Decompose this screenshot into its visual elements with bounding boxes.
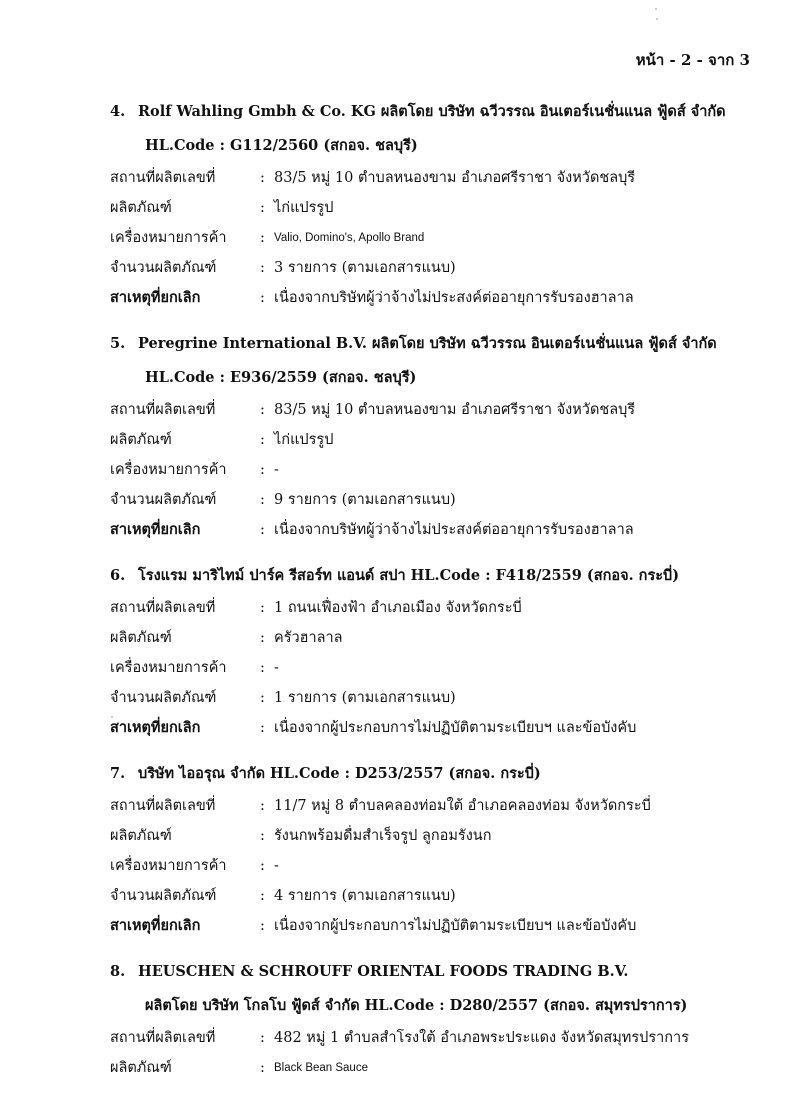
entry-number: 4. (110, 103, 126, 120)
scan-speck (656, 18, 658, 20)
colon: : (260, 432, 265, 448)
location-value: 83/5 หมู่ 10 ตำบลหนองขาม อำเภอศรีราชา จังหวัดชลบุรี (274, 402, 636, 418)
reason-value: เนื่องจากผู้ประกอบการไม่ปฏิบัติตามระเบียบฯ และข้อบังคับ (274, 720, 637, 736)
location-value: 83/5 หมู่ 10 ตำบลหนองขาม อำเภอศรีราชา จังหวัดชลบุรี (274, 170, 636, 186)
location-row (110, 791, 770, 821)
quantity-label: จำนวนผลิตภัณฑ์ (110, 888, 217, 904)
location-value: 482 หมู่ 1 ตำบลสำโรงใต้ อำเภอพระประแดง จังหวัดสมุทรปราการ (274, 1030, 689, 1046)
quantity-row (110, 253, 770, 283)
trademark-value: - (274, 858, 279, 874)
colon: : (260, 492, 265, 508)
quantity-label: จำนวนผลิตภัณฑ์ (110, 492, 217, 508)
trademark-label: เครื่องหมายการค้า (110, 230, 227, 246)
product-value: รังนกพร้อมดื่มสำเร็จรูป ลูกอมรังนก (274, 828, 492, 844)
location-label: สถานที่ผลิตเลขที่ (110, 170, 216, 186)
scan-speck (655, 8, 657, 10)
product-label: ผลิตภัณฑ์ (110, 1060, 172, 1076)
trademark-row (110, 653, 770, 683)
reason-row (110, 515, 770, 545)
entry-subtitle: HL.Code : E936/2559 (สกอจ. ชลบุรี) (145, 369, 417, 386)
location-row (110, 395, 770, 425)
quantity-label: จำนวนผลิตภัณฑ์ (110, 260, 217, 276)
colon: : (260, 828, 265, 844)
entry-title: โรงแรม มาริไทม์ ปาร์ค รีสอร์ท แอนด์ สปา HL.Code : F418/2559 (สกอจ. กระบี่) (138, 567, 680, 584)
entry-5 (110, 327, 770, 545)
location-value: 1 ถนนเฟื่องฟ้า อำเภอเมือง จังหวัดกระบี่ (274, 600, 522, 616)
colon: : (260, 690, 265, 706)
product-row (110, 425, 770, 455)
colon: : (260, 798, 265, 814)
location-label: สถานที่ผลิตเลขที่ (110, 402, 216, 418)
colon: : (260, 720, 265, 736)
reason-row (110, 911, 770, 941)
quantity-row (110, 683, 770, 713)
trademark-label: เครื่องหมายการค้า (110, 858, 227, 874)
entry-title: Peregrine International B.V. ผลิตโดย บริษัท ฉวีวรรณ อินเตอร์เนชั่นแนล ฟู้ดส์ จำกัด (138, 335, 717, 352)
product-value: Black Bean Sauce (274, 1062, 368, 1074)
colon: : (260, 660, 265, 676)
product-row (110, 1053, 770, 1083)
product-value: ครัวฮาลาล (274, 630, 343, 646)
location-label: สถานที่ผลิตเลขที่ (110, 1030, 216, 1046)
reason-label: สาเหตุที่ยกเลิก (110, 917, 201, 934)
colon: : (260, 600, 265, 616)
document-body (110, 95, 770, 1097)
quantity-row (110, 485, 770, 515)
product-row (110, 821, 770, 851)
entry-subtitle: ผลิตโดย บริษัท โกลโบ ฟู้ดส์ จำกัด HL.Code : D280/2557 (สกอจ. สมุทรปราการ) (145, 997, 688, 1014)
location-value: 11/7 หมู่ 8 ตำบลคลองท่อมใต้ อำเภอคลองท่อม จังหวัดกระบี่ (274, 798, 651, 814)
quantity-label: จำนวนผลิตภัณฑ์ (110, 690, 217, 706)
colon: : (260, 858, 265, 874)
entry-heading (110, 95, 770, 129)
colon: : (260, 888, 265, 904)
product-value: ไก่แปรรูป (274, 200, 334, 216)
reason-label: สาเหตุที่ยกเลิก (110, 289, 201, 306)
location-label: สถานที่ผลิตเลขที่ (110, 600, 216, 616)
location-row (110, 593, 770, 623)
reason-label: สาเหตุที่ยกเลิก (110, 719, 201, 736)
entry-number: 7. (110, 765, 126, 782)
colon: : (260, 522, 265, 538)
colon: : (260, 170, 265, 186)
entry-8 (110, 955, 770, 1083)
entry-7 (110, 757, 770, 941)
trademark-row (110, 455, 770, 485)
entry-heading (110, 559, 770, 593)
reason-row (110, 713, 770, 743)
colon: : (260, 630, 265, 646)
location-row (110, 163, 770, 193)
entry-4 (110, 95, 770, 313)
colon: : (260, 290, 265, 306)
location-label: สถานที่ผลิตเลขที่ (110, 798, 216, 814)
reason-label: สาเหตุที่ยกเลิก (110, 521, 201, 538)
entry-number: 6. (110, 567, 126, 584)
entry-6 (110, 559, 770, 743)
entry-number: 5. (110, 335, 126, 352)
quantity-row (110, 881, 770, 911)
quantity-value: 4 รายการ (ตามเอกสารแนบ) (274, 888, 456, 904)
product-label: ผลิตภัณฑ์ (110, 828, 172, 844)
entry-title: บริษัท ไออรุณ จำกัด HL.Code : D253/2557 (สกอจ. กระบี่) (138, 765, 541, 782)
entry-number: 8. (110, 963, 126, 980)
reason-row (110, 283, 770, 313)
entry-subtitle: HL.Code : G112/2560 (สกอจ. ชลบุรี) (145, 137, 418, 154)
colon: : (260, 200, 265, 216)
reason-value: เนื่องจากผู้ประกอบการไม่ปฏิบัติตามระเบียบฯ และข้อบังคับ (274, 918, 637, 934)
product-value: ไก่แปรรูป (274, 432, 334, 448)
quantity-value: 3 รายการ (ตามเอกสารแนบ) (274, 260, 456, 276)
trademark-row (110, 223, 770, 253)
colon: : (260, 918, 265, 934)
product-label: ผลิตภัณฑ์ (110, 200, 172, 216)
trademark-row (110, 851, 770, 881)
colon: : (260, 402, 265, 418)
reason-value: เนื่องจากบริษัทผู้ว่าจ้างไม่ประสงค์ต่ออายุการรับรองฮาลาล (274, 522, 634, 538)
reason-value: เนื่องจากบริษัทผู้ว่าจ้างไม่ประสงค์ต่ออายุการรับรองฮาลาล (274, 290, 634, 306)
location-row (110, 1023, 770, 1053)
trademark-value: - (274, 462, 279, 478)
colon: : (260, 230, 265, 246)
product-row (110, 193, 770, 223)
colon: : (260, 462, 265, 478)
product-row (110, 623, 770, 653)
trademark-value: Valio, Domino's, Apollo Brand (274, 232, 425, 244)
colon: : (260, 1030, 265, 1046)
trademark-label: เครื่องหมายการค้า (110, 462, 227, 478)
entry-heading (110, 757, 770, 791)
entry-title: HEUSCHEN & SCHROUFF ORIENTAL FOODS TRADING B.V. (138, 963, 629, 980)
entry-title: Rolf Wahling Gmbh & Co. KG ผลิตโดย บริษัท ฉวีวรรณ อินเตอร์เนชั่นแนล ฟู้ดส์ จำกัด (138, 103, 726, 120)
trademark-label: เครื่องหมายการค้า (110, 660, 227, 676)
entry-heading (110, 955, 770, 989)
product-label: ผลิตภัณฑ์ (110, 630, 172, 646)
trademark-value: - (274, 660, 279, 676)
quantity-value: 1 รายการ (ตามเอกสารแนบ) (274, 690, 456, 706)
colon: : (260, 1060, 265, 1076)
colon: : (260, 260, 265, 276)
product-label: ผลิตภัณฑ์ (110, 432, 172, 448)
entry-heading (110, 327, 770, 361)
page-number: หน้า - 2 - จาก 3 (635, 51, 750, 69)
quantity-value: 9 รายการ (ตามเอกสารแนบ) (274, 492, 456, 508)
